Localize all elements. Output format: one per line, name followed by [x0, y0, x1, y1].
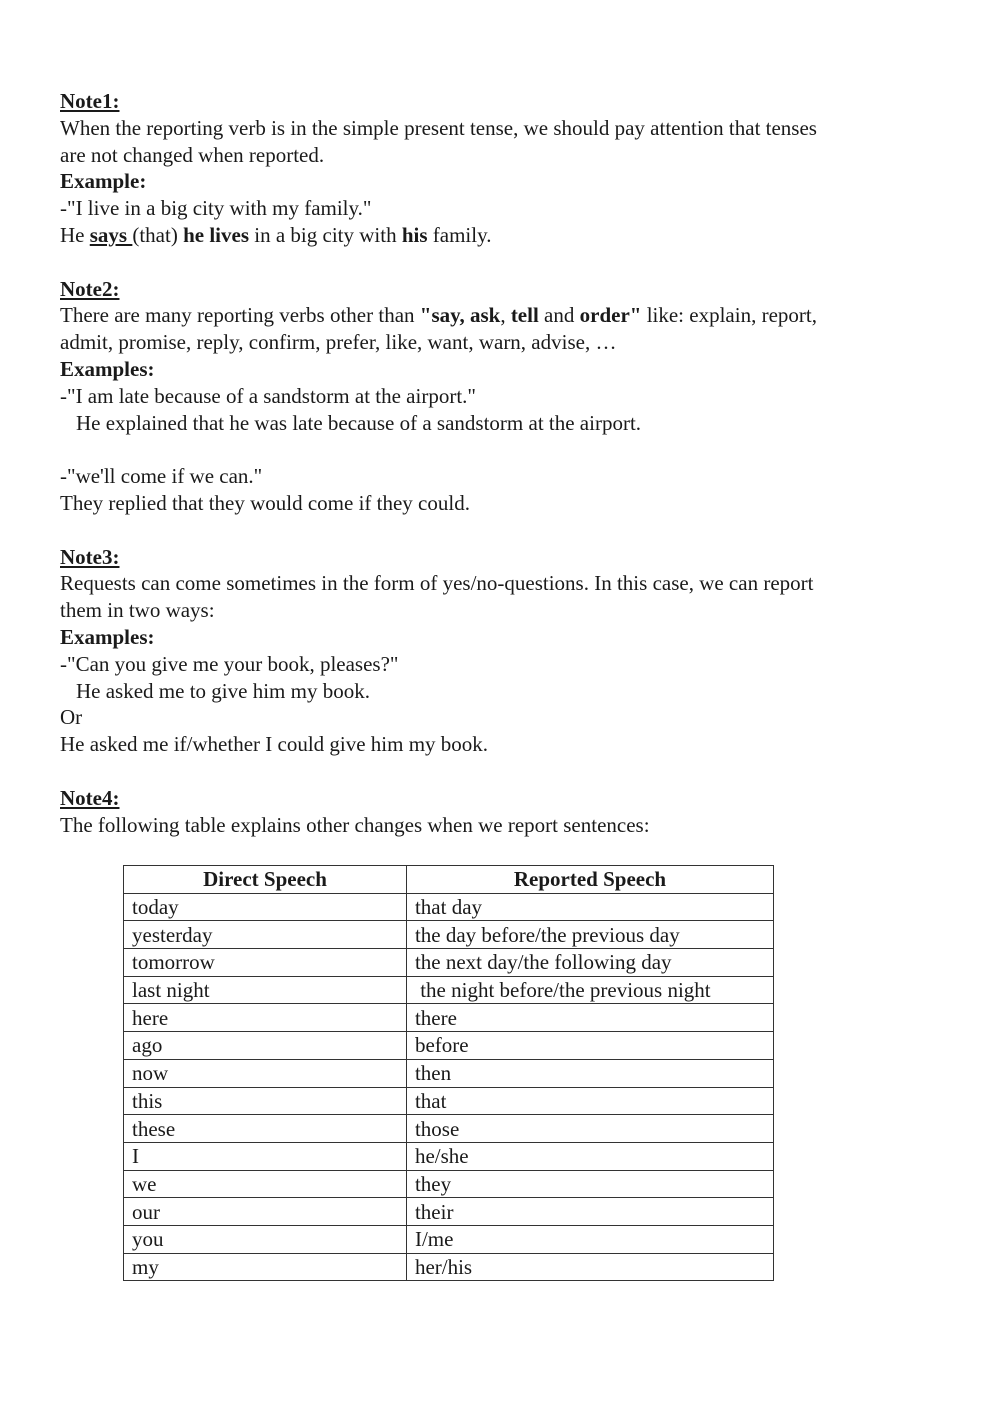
reported-cell: that day [406, 893, 773, 921]
reported-cell: her/his [406, 1253, 773, 1281]
spacer [60, 436, 920, 463]
note2-examples-label: Examples: [60, 356, 155, 381]
text-run: There are many reporting verbs other than [60, 303, 420, 328]
note3-body-line-2: them in two ways: [60, 598, 215, 623]
direct-cell: these [124, 1115, 407, 1143]
note2-example1-direct: -"I am late because of a sandstorm at the airport." [60, 383, 476, 408]
direct-cell: you [124, 1225, 407, 1253]
note1-reported-speech [60, 222, 920, 249]
reported-cell: their [406, 1198, 773, 1226]
spacer [60, 758, 920, 785]
direct-cell: ago [124, 1032, 407, 1060]
note2-example1-reported: He explained that he was late because of a sandstorm at the airport. [76, 410, 642, 435]
table-row [124, 893, 774, 921]
direct-cell: now [124, 1059, 407, 1087]
text-run: like: explain, report, [641, 303, 817, 328]
table-row [124, 1170, 774, 1198]
table-row [124, 1198, 774, 1226]
table-row [124, 1225, 774, 1253]
spacer [60, 517, 920, 544]
table-row [124, 1115, 774, 1143]
table-row [124, 1087, 774, 1115]
text-run: and [538, 303, 580, 328]
note1-direct-speech: -"I live in a big city with my family." [60, 196, 372, 221]
reported-cell: I/me [406, 1225, 773, 1253]
note3-body-line-1: Requests can come sometimes in the form of yes/no-questions. In this case, we can report [60, 571, 814, 596]
text-run: He [60, 222, 90, 247]
note1-heading: Note1: [60, 89, 120, 113]
reported-cell: those [406, 1115, 773, 1143]
text-run-bold: tell [510, 303, 539, 328]
reported-cell: the night before/the previous night [406, 976, 773, 1004]
direct-cell: tomorrow [124, 949, 407, 977]
spacer [60, 249, 920, 276]
note3-heading: Note3: [60, 544, 120, 569]
note1-example-label: Example: [60, 169, 147, 194]
direct-cell: yesterday [124, 921, 407, 949]
reported-cell: they [406, 1170, 773, 1198]
table-row [124, 976, 774, 1004]
text-run-bold: his [401, 222, 428, 247]
text-run: , [500, 303, 511, 328]
direct-cell: today [124, 893, 407, 921]
note2-example2-reported: They replied that they would come if they could. [60, 490, 470, 515]
note1-body-line-2: are not changed when reported. [60, 142, 325, 167]
reported-cell: before [406, 1032, 773, 1060]
reported-cell: there [406, 1004, 773, 1032]
table-row [124, 921, 774, 949]
text-run-bold-underline: says [89, 222, 133, 247]
direct-cell: we [124, 1170, 407, 1198]
table-row [124, 1004, 774, 1032]
note2-example2-direct: -"we'll come if we can." [60, 464, 263, 489]
text-run: family. [427, 222, 492, 247]
direct-cell: last night [124, 976, 407, 1004]
note4-body: The following table explains other changes when we report sentences: [60, 812, 650, 837]
header-direct-speech: Direct Speech [124, 866, 407, 894]
table-row [124, 1059, 774, 1087]
note2-heading: Note2: [60, 276, 120, 301]
direct-cell: this [124, 1087, 407, 1115]
note3-reported-speech-1: He asked me to give him my book. [76, 678, 370, 703]
text-run-bold: order" [579, 303, 642, 328]
text-run-bold: "say, ask [419, 303, 501, 328]
note4-heading: Note4: [60, 785, 120, 810]
document-body [60, 88, 920, 838]
note3-reported-speech-2: He asked me if/whether I could give him my book. [60, 732, 489, 757]
text-run: (that) [132, 222, 184, 247]
direct-cell: my [124, 1253, 407, 1281]
note2-body-line-1 [60, 302, 920, 329]
reported-cell: the day before/the previous day [406, 921, 773, 949]
reported-cell: he/she [406, 1142, 773, 1170]
direct-cell: our [124, 1198, 407, 1226]
direct-cell: here [124, 1004, 407, 1032]
note3-examples-label: Examples: [60, 624, 155, 649]
reported-cell: that [406, 1087, 773, 1115]
reported-cell: the next day/the following day [406, 949, 773, 977]
table-row [124, 1032, 774, 1060]
note2-body-line-2: admit, promise, reply, confirm, prefer, like, want, warn, advise, … [60, 330, 617, 355]
table-row [124, 1142, 774, 1170]
table-row [124, 1253, 774, 1281]
speech-changes-table [123, 865, 774, 1281]
note3-direct-speech: -"Can you give me your book, pleases?" [60, 651, 399, 676]
text-run: in a big city with [249, 222, 402, 247]
text-run-bold: he lives [183, 222, 250, 247]
note3-or: Or [60, 705, 83, 730]
note1-body-line-1: When the reporting verb is in the simple present tense, we should pay attention that tenses [60, 115, 817, 140]
direct-cell: I [124, 1142, 407, 1170]
header-reported-speech: Reported Speech [406, 866, 773, 894]
reported-cell: then [406, 1059, 773, 1087]
table-row [124, 949, 774, 977]
table-header-row [124, 866, 774, 894]
